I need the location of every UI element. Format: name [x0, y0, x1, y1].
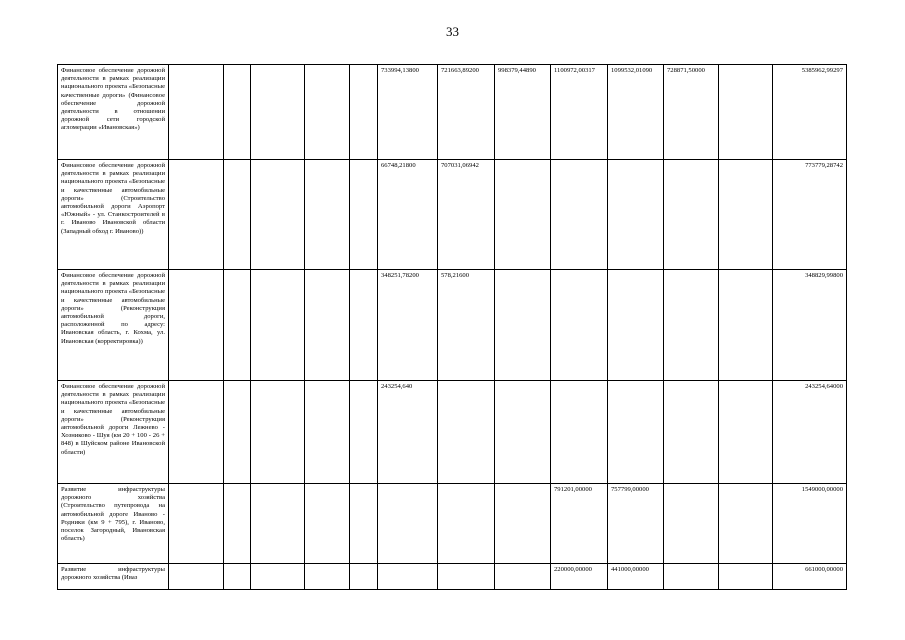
value-cell: [305, 160, 350, 270]
value-cell: 791201,00000: [551, 484, 608, 564]
row-description: Развитие инфраструктуры дорожного хозяйства (Иваз: [58, 564, 169, 590]
value-cell: 243254,640: [378, 381, 438, 484]
row-description: Развитие инфраструктуры дорожного хозяйства (Строительство путепровода на автомобильной дороге Иваново - Родники (км 9 + 795), г. Иваново, поселок Загородный, Ивановская область): [58, 484, 169, 564]
row-total-cell: 773779,28742: [773, 160, 847, 270]
value-cell: [719, 270, 773, 381]
value-cell: [169, 484, 224, 564]
table-row: [58, 270, 847, 381]
value-cell: [664, 270, 719, 381]
value-cell: [350, 564, 378, 590]
value-cell: [495, 484, 551, 564]
value-cell: 220000,00000: [551, 564, 608, 590]
value-cell: 757799,00000: [608, 484, 664, 564]
value-cell: [719, 564, 773, 590]
row-total-cell: 1549000,00000: [773, 484, 847, 564]
value-cell: [495, 160, 551, 270]
value-cell: 578,21600: [438, 270, 495, 381]
value-cell: [378, 564, 438, 590]
value-cell: [305, 270, 350, 381]
value-cell: [664, 484, 719, 564]
value-cell: [251, 270, 305, 381]
value-cell: [350, 484, 378, 564]
value-cell: [350, 65, 378, 160]
value-cell: 998379,44890: [495, 65, 551, 160]
value-cell: [495, 381, 551, 484]
value-cell: [169, 160, 224, 270]
value-cell: [719, 160, 773, 270]
value-cell: [608, 160, 664, 270]
value-cell: [224, 160, 251, 270]
value-cell: [664, 381, 719, 484]
value-cell: [438, 484, 495, 564]
value-cell: 721663,89200: [438, 65, 495, 160]
value-cell: [169, 564, 224, 590]
value-cell: [305, 484, 350, 564]
value-cell: 707031,06942: [438, 160, 495, 270]
value-cell: [495, 564, 551, 590]
value-cell: [305, 65, 350, 160]
value-cell: 441000,00000: [608, 564, 664, 590]
value-cell: [251, 65, 305, 160]
table-row: [58, 564, 847, 590]
row-description: Финансовое обеспечение дорожной деятельности в рамках реализации национального проекта «Безопасные и качественные автомобильные дороги» (Реконструкция автомобильной дороги, расположенной по адресу: Ивановская область, г. Кохма, ул. Ивановская (корректировка)): [58, 270, 169, 381]
row-description: Финансовое обеспечение дорожной деятельности в рамках реализации национального проекта «Безопасные качественные дороги» (Финансовое обеспечение дорожной деятельности в отношении дорожной сети городской агломерации «Ивановская»): [58, 65, 169, 160]
value-cell: [608, 270, 664, 381]
value-cell: [305, 564, 350, 590]
value-cell: [224, 484, 251, 564]
value-cell: [664, 564, 719, 590]
table-row: [58, 484, 847, 564]
value-cell: [350, 270, 378, 381]
value-cell: [350, 381, 378, 484]
row-total-cell: 348829,99800: [773, 270, 847, 381]
value-cell: [224, 381, 251, 484]
value-cell: [608, 381, 664, 484]
value-cell: [438, 381, 495, 484]
value-cell: [719, 65, 773, 160]
value-cell: [169, 270, 224, 381]
value-cell: [719, 381, 773, 484]
value-cell: [551, 381, 608, 484]
value-cell: [438, 564, 495, 590]
value-cell: [251, 160, 305, 270]
value-cell: 1100972,00317: [551, 65, 608, 160]
value-cell: [251, 484, 305, 564]
budget-table: [57, 64, 847, 590]
value-cell: [350, 160, 378, 270]
value-cell: [251, 564, 305, 590]
value-cell: [224, 65, 251, 160]
value-cell: [224, 270, 251, 381]
value-cell: 733994,13800: [378, 65, 438, 160]
table-row: [58, 160, 847, 270]
table-row: [58, 381, 847, 484]
page-number: 33: [446, 24, 459, 39]
row-description: Финансовое обеспечение дорожной деятельности в рамках реализации национального проекта «Безопасные и качественные автомобильные дороги» (Реконструкция автомобильной дороги Лежнево - Хозниково - Шуя (км 20 + 100 - 26 + 848) в Шуйском районе Ивановской области): [58, 381, 169, 484]
value-cell: [224, 564, 251, 590]
value-cell: [495, 270, 551, 381]
value-cell: 348251,78200: [378, 270, 438, 381]
value-cell: [664, 160, 719, 270]
value-cell: [169, 381, 224, 484]
value-cell: 66748,21800: [378, 160, 438, 270]
value-cell: [305, 381, 350, 484]
value-cell: 728871,50000: [664, 65, 719, 160]
value-cell: [719, 484, 773, 564]
table-row: [58, 65, 847, 160]
value-cell: [169, 65, 224, 160]
value-cell: [551, 160, 608, 270]
row-total-cell: 243254,64000: [773, 381, 847, 484]
value-cell: 1099532,01090: [608, 65, 664, 160]
row-description: Финансовое обеспечение дорожной деятельности в рамках реализации национального проекта «Безопасные и качественные автомобильные дороги» (Строительство автомобильной дороги Аэропорт «Южный» - ул. Станкостроителей в г. Иваново Ивановской области (Западный обход г. Иваново)): [58, 160, 169, 270]
value-cell: [251, 381, 305, 484]
value-cell: [551, 270, 608, 381]
row-total-cell: 661000,00000: [773, 564, 847, 590]
value-cell: [378, 484, 438, 564]
row-total-cell: 5385962,99297: [773, 65, 847, 160]
